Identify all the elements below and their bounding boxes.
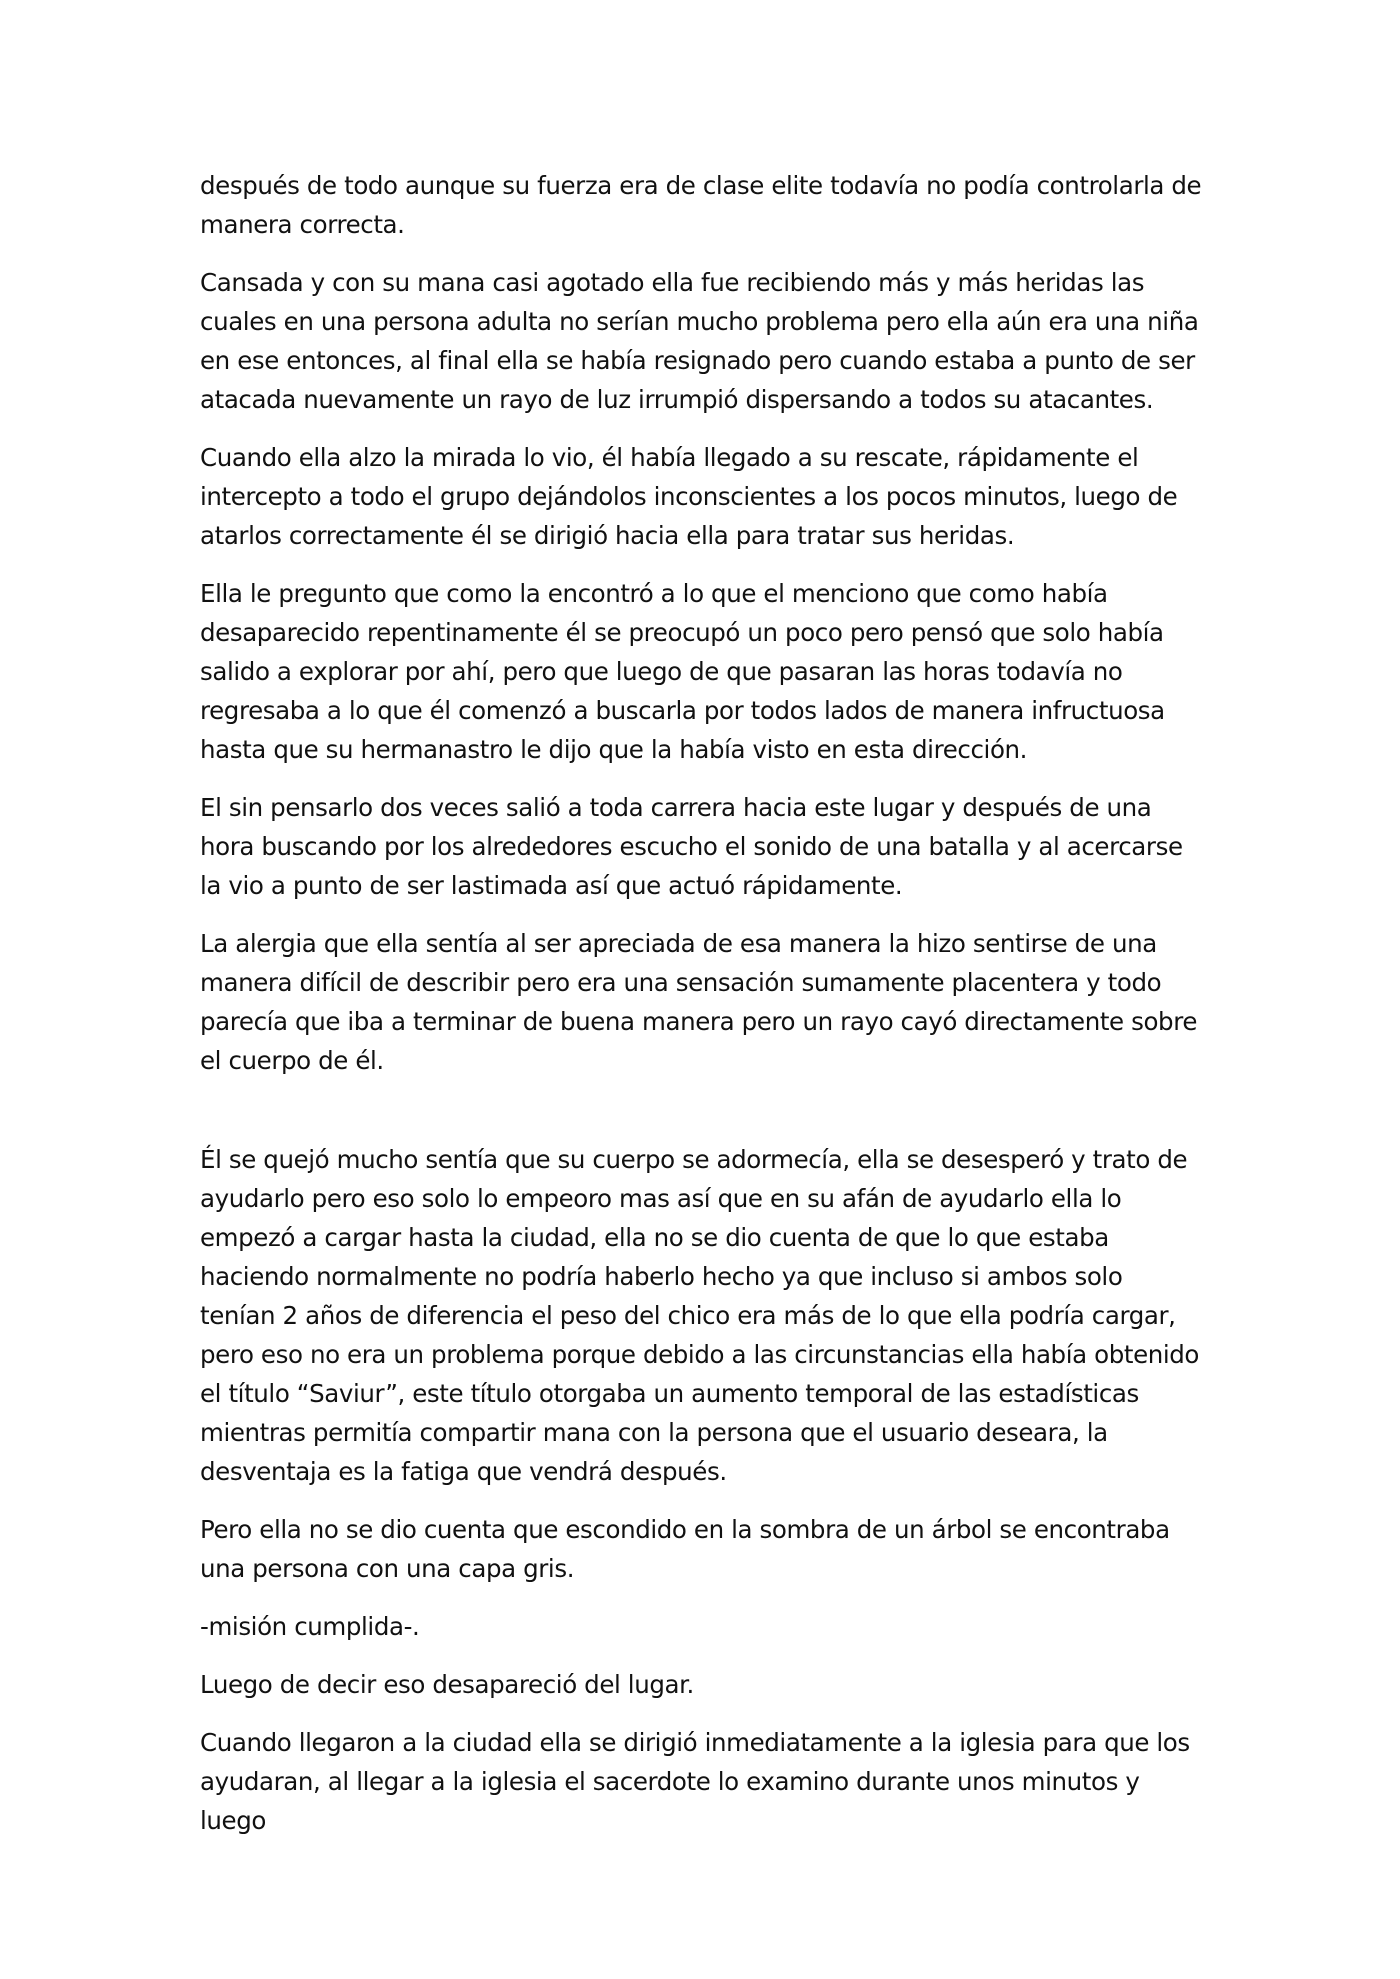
paragraph: Luego de decir eso desapareció del lugar. bbox=[200, 1670, 694, 1699]
paragraph: Él se quejó mucho sentía que su cuerpo se adormecía, ella se desesperó y trato de ayudarlo pero eso solo lo empeoro mas así que en su afán de ayudarlo ella lo empezó a cargar hasta la ciudad, ella no se dio cuenta de que lo que estaba haciendo normalmente no podría haberlo hecho ya que incluso si ambos solo tenían 2 años de diferencia el peso del chico era más de lo que ella podría cargar, pero eso no era un problema porque debido a las circunstancias ella había obtenido el título “Saviur”, este título otorgaba un aumento temporal de las estadísticas mientras permitía compartir mana con la persona que el usuario deseara, la desventaja es la fatiga que vendrá después. bbox=[200, 1145, 1200, 1486]
paragraph: La alergia que ella sentía al ser apreciada de esa manera la hizo sentirse de una manera difícil de describir pero era una sensación sumamente placentera y todo parecía que iba a terminar de buena manera pero un rayo cayó directamente sobre el cuerpo de él. bbox=[200, 929, 1198, 1075]
paragraph: Ella le pregunto que como la encontró a lo que el menciono que como había desaparecido repentinamente él se preocupó un poco pero pensó que solo había salido a explorar por ahí, pero que luego de que pasaran las horas todavía no regresaba a lo que él comenzó a buscarla por todos lados de manera infructuosa hasta que su hermanastro le dijo que la había visto en esta dirección. bbox=[200, 579, 1165, 764]
document-body bbox=[200, 166, 1204, 1859]
paragraph: Pero ella no se dio cuenta que escondido en la sombra de un árbol se encontraba una persona con una capa gris. bbox=[200, 1515, 1170, 1583]
paragraph: El sin pensarlo dos veces salió a toda carrera hacia este lugar y después de una hora buscando por los alrededores escucho el sonido de una batalla y al acercarse la vio a punto de ser lastimada así que actuó rápidamente. bbox=[200, 793, 1183, 900]
paragraph: Cuando ella alzo la mirada lo vio, él había llegado a su rescate, rápidamente el intercepto a todo el grupo dejándolos inconscientes a los pocos minutos, luego de atarlos correctamente él se dirigió hacia ella para tratar sus heridas. bbox=[200, 443, 1178, 550]
paragraph: -misión cumplida-. bbox=[200, 1612, 420, 1641]
paragraph: después de todo aunque su fuerza era de clase elite todavía no podía controlarla de manera correcta. bbox=[200, 171, 1202, 239]
paragraph: Cansada y con su mana casi agotado ella fue recibiendo más y más heridas las cuales en una persona adulta no serían mucho problema pero ella aún era una niña en ese entonces, al final ella se había resignado pero cuando estaba a punto de ser atacada nuevamente un rayo de luz irrumpió dispersando a todos su atacantes. bbox=[200, 268, 1199, 414]
paragraph: Cuando llegaron a la ciudad ella se dirigió inmediatamente a la iglesia para que los ayudaran, al llegar a la iglesia el sacerdote lo examino durante unos minutos y luego bbox=[200, 1728, 1190, 1835]
